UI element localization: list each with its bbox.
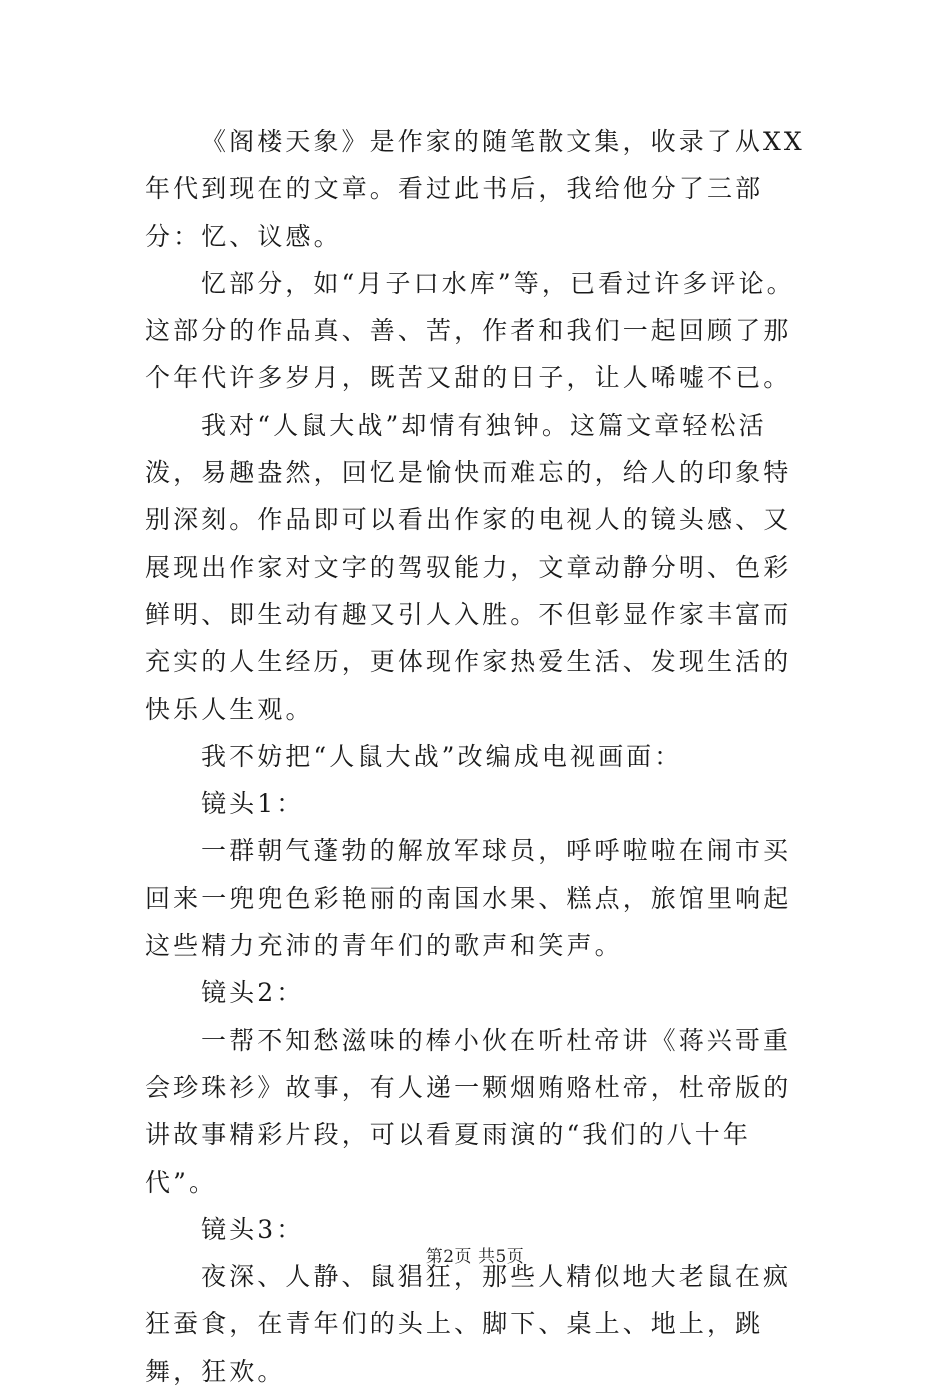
- paragraph-adaptation-intro: 我不妨把“人鼠大战”改编成电视画面：: [201, 741, 683, 771]
- page-number-footer: 第2页 共5页: [425, 1247, 525, 1267]
- paragraph-memory-part: 忆部分，如“月子口水库”等，已看过许多评论。这部分的作品真、善、苦，作者和我们一起回顾了那个年代许多岁月，既苦又甜的日子，让人唏嘘不已。: [145, 268, 795, 393]
- paragraph-human-rat-war: 我对“人鼠大战”却情有独钟。这篇文章轻松活泼，易趣盎然，回忆是愉快而难忘的，给人的印象特别深刻。作品即可以看出作家的电视人的镜头感、又展现出作家对文字的驾驭能力，文章动静分明、色彩鲜明、即生动有趣又引人入胜。不但彰显作家丰富而充实的人生经历，更体现作家热爱生活、发现生活的快乐人生观。: [145, 410, 792, 724]
- shot-2-text: 一帮不知愁滋味的棒小伙在听杜帝讲《蒋兴哥重会珍珠衫》故事，有人递一颗烟贿赂杜帝，杜帝版的讲故事精彩片段，可以看夏雨演的“我们的八十年代”。: [145, 1025, 792, 1197]
- shot-1-heading: 镜头1：: [201, 789, 305, 819]
- shot-1-text: 一群朝气蓬勃的解放军球员，呼呼啦啦在闹市买回来一兜兜色彩艳丽的南国水果、糕点，旅馆里响起这些精力充沛的青年们的歌声和笑声。: [145, 836, 792, 961]
- paragraph-intro: 《阁楼天象》是作家的随笔散文集，收录了从XX年代到现在的文章。看过此书后，我给他分了三部分：忆、议感。: [145, 127, 805, 251]
- shot-2-heading: 镜头2：: [201, 978, 305, 1008]
- shot-3-heading: 镜头3：: [201, 1214, 305, 1244]
- document-body: [145, 118, 807, 1395]
- shot-3-text: 夜深、人静、鼠猖狂，那些人精似地大老鼠在疯狂蚕食，在青年们的头上、脚下、桌上、地上，跳舞，狂欢。: [145, 1262, 792, 1386]
